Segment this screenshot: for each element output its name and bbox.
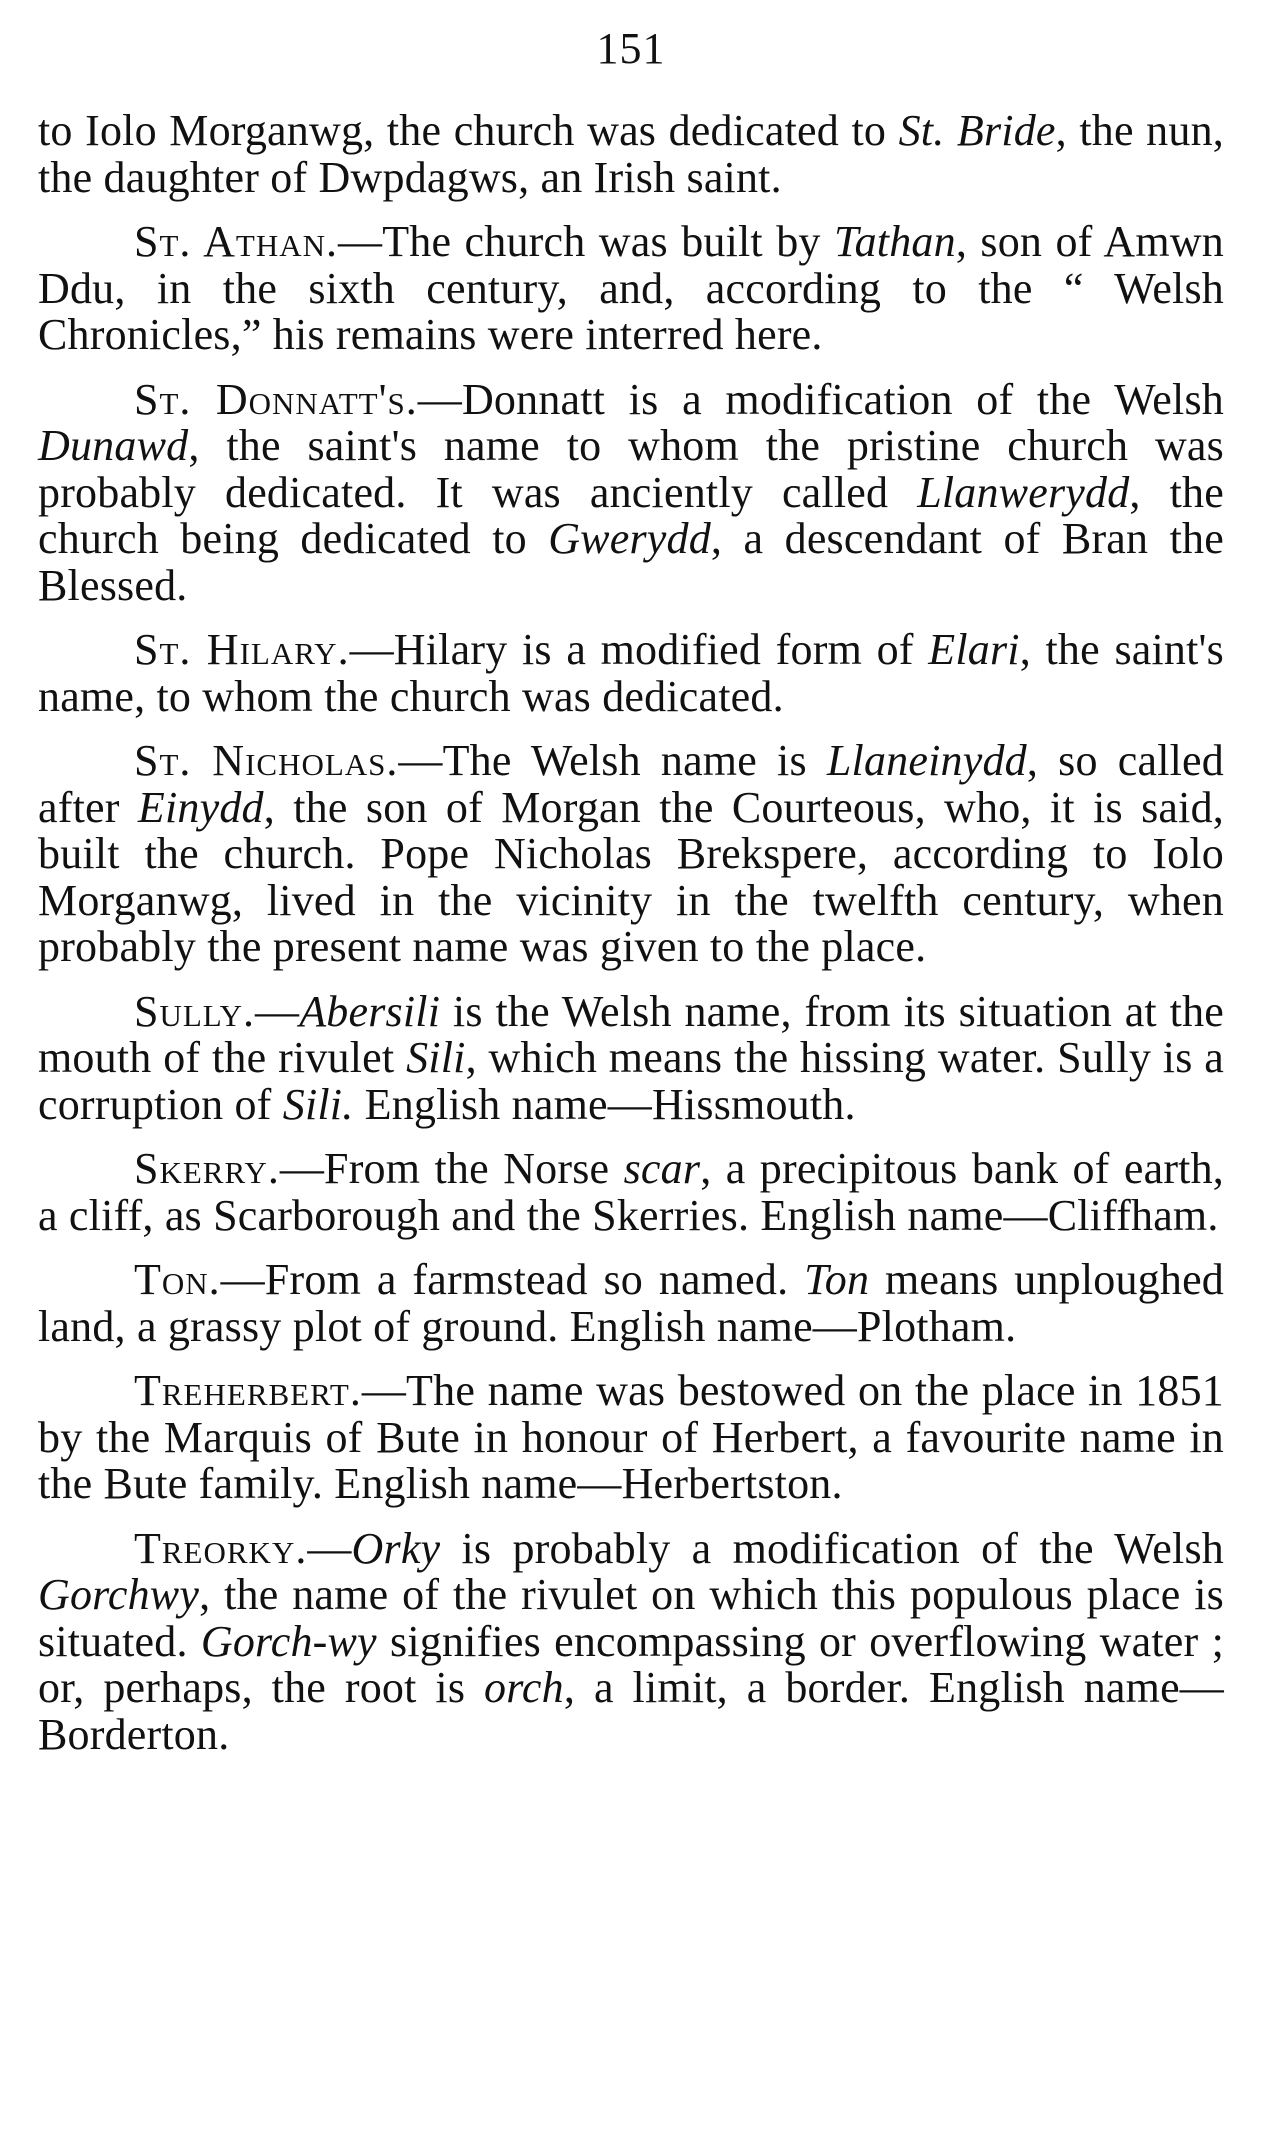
paragraph-treorky [38,1523,1225,1759]
paragraph-treherbert [38,1368,1224,1508]
italic-term: Sili. [282,1079,354,1129]
entry-heading: Skerry. [134,1144,280,1193]
text-run: is the Welsh name, from its situation at the mouth of the rivulet [38,986,1224,1082]
text-run: — [255,986,300,1036]
text-run: means unploughed land, a grassy plot of ground. English name—Plotham. [38,1255,1224,1351]
text-run: — [307,1523,352,1573]
italic-term: St. Bride [898,106,1056,155]
text-run: —From the Norse [279,1144,624,1193]
paragraph-st-athan [38,219,1224,359]
italic-term: Elari [928,625,1020,674]
entry-heading: St. Hilary. [134,625,350,674]
paragraph-ton [38,1257,1224,1350]
text-run: , the son of Morgan the Courteous, who, it is said, built the church. Pope Nicholas Brekspere, according to Iolo Morganwg, lived in the vicinity in the twelfth century, when probably the present name was given to the place. [38,782,1224,971]
text-run: signifies encompassing or overflowing water ; or, perhaps, the root is [38,1616,1225,1712]
text-run: , the saint's name to whom the pristine church was probably dedicated. It was anciently called [38,421,1224,517]
entry-heading: St. Donnatt's. [134,374,418,424]
italic-term: Gorchwy [38,1570,200,1619]
text-run: —The church was built by [338,217,834,266]
text-run: —From a farmstead so named. [220,1255,805,1304]
paragraph-st-nicholas [38,738,1224,971]
text-run: is probably a modification of the Welsh [440,1523,1224,1573]
paragraph-bride-continuation [38,108,1224,201]
italic-term: Gwerydd [548,514,711,563]
text-run: , a limit, a border. English name—Borderton. [38,1663,1225,1759]
entry-heading: Sully. [134,986,256,1036]
entry-heading: Treorky. [134,1523,308,1573]
italic-term: Tathan [833,217,956,266]
text-run: —The name was bestowed on the place in 1851 by the Marquis of Bute in honour of Herbert, a favourite name in the Bute family. English name—Herbertston. [38,1366,1224,1508]
book-page [38,0,1224,2141]
italic-term: orch [484,1663,564,1712]
text-run: , the church being dedicated to [38,467,1224,563]
italic-term: Sili [406,1033,466,1082]
italic-term: Gorch-wy [200,1616,377,1666]
italic-term: Ton [804,1255,870,1304]
page-text [38,108,1224,1776]
text-run: , a precipitous bank of earth, a cliff, as Scarborough and the Skerries. English name—Cliffham. [38,1144,1224,1240]
text-run: to Iolo Morganwg, the church was dedicated to [38,106,899,155]
paragraph-sully [38,986,1224,1129]
text-run: , the name of the rivulet on which this populous place is situated. [38,1570,1224,1666]
text-run: —The Welsh name is [398,736,827,785]
text-run: English name—Hissmouth. [353,1079,856,1129]
text-run: —Donnatt is a modification of the Welsh [417,374,1224,424]
italic-term: Einydd [137,782,264,832]
entry-heading: St. Athan. [134,217,338,266]
paragraph-st-donnatts [38,374,1224,610]
text-run: , which means the hissing water. Sully is a corruption of [38,1033,1224,1129]
text-run: —Hilary is a modified form of [349,625,929,674]
text-run: , son of Amwn Ddu, in the sixth century, and, according to the “ Welsh Chronicles,” his remains were interred here. [38,217,1224,359]
entry-heading: Ton. [134,1255,221,1304]
italic-term: Orky [351,1523,441,1573]
italic-term: Abersili [299,986,441,1036]
paragraph-st-hilary [38,627,1224,720]
text-run: , the saint's name, to whom the church was dedicated. [38,625,1224,721]
italic-term: Llaneinydd [826,736,1027,785]
italic-term: scar [623,1144,701,1193]
text-run: , the nun, the daughter of Dwpdagws, an Irish saint. [38,106,1224,202]
page-number: 151 [596,24,666,73]
text-run: , so called after [38,736,1224,832]
entry-heading: St. Nicholas. [134,736,399,785]
entry-heading: Treherbert. [134,1366,362,1415]
text-run: , a descendant of Bran the Blessed. [38,514,1224,610]
italic-term: Dunawd [38,421,189,470]
italic-term: Llanwerydd [917,467,1130,517]
paragraph-skerry [38,1146,1224,1239]
